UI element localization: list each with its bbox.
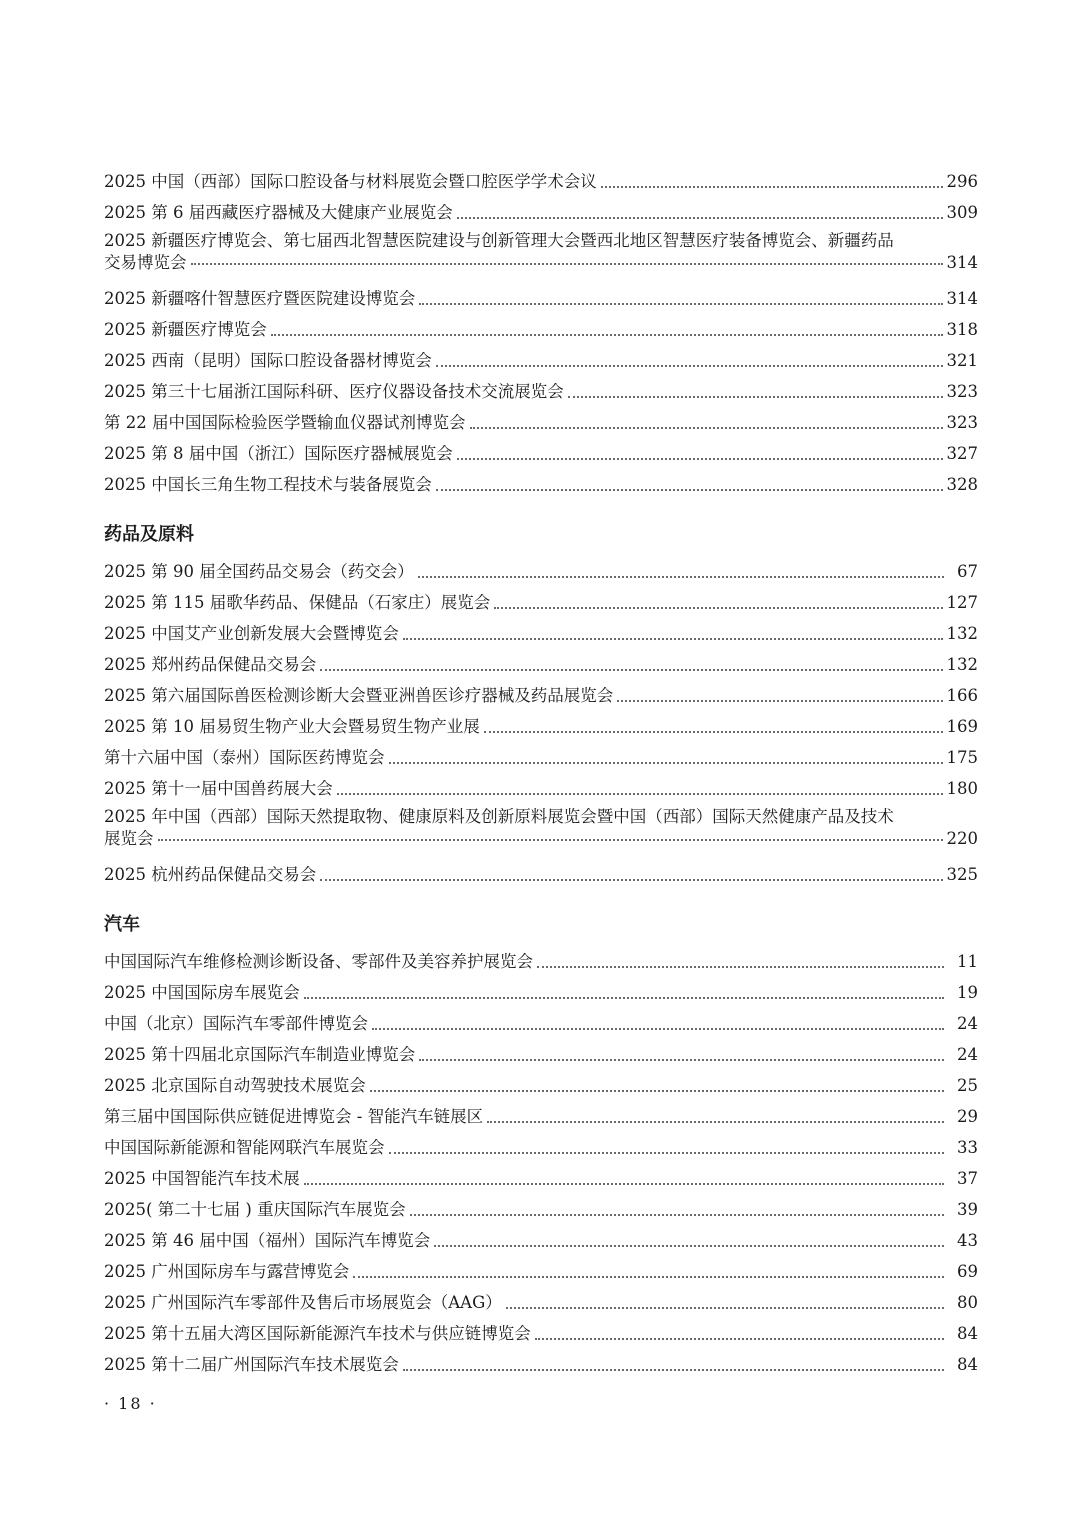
- entry-title: 交易博览会: [104, 253, 187, 272]
- dot-leader: [494, 607, 942, 609]
- entry-page-number: 24: [957, 1045, 978, 1064]
- entry-page-number: 33: [957, 1138, 978, 1157]
- dot-leader: [410, 1214, 944, 1216]
- toc-entry[interactable]: [104, 649, 978, 680]
- dot-leader: [487, 1121, 944, 1123]
- toc-entry[interactable]: [104, 1101, 978, 1132]
- section-heading: 汽车: [104, 914, 140, 935]
- dot-leader: [537, 966, 944, 968]
- toc-entry[interactable]: [104, 228, 978, 274]
- entry-page-number: 325: [946, 865, 978, 884]
- dot-leader: [389, 1152, 945, 1154]
- toc-entry[interactable]: [104, 1132, 978, 1163]
- toc-entry[interactable]: [104, 1349, 978, 1380]
- dot-leader: [158, 839, 943, 841]
- entry-title: 2025 第 46 届中国（福州）国际汽车博览会: [104, 1231, 431, 1250]
- entry-page-number: 69: [957, 1262, 978, 1281]
- entry-title: 2025 郑州药品保健品交易会: [104, 655, 317, 674]
- toc-entry[interactable]: [104, 1039, 978, 1070]
- entry-page-number: 80: [957, 1293, 978, 1312]
- entry-page-number: 127: [946, 593, 978, 612]
- entry-page-number: 29: [957, 1107, 978, 1126]
- dot-leader: [457, 458, 943, 460]
- toc-entry[interactable]: [104, 1318, 978, 1349]
- entry-title: 2025 第十二届广州国际汽车技术展览会: [104, 1355, 399, 1374]
- toc-entry[interactable]: [104, 680, 978, 711]
- entry-title: 2025 中国艾产业创新发展大会暨博览会: [104, 624, 399, 643]
- entry-page-number: 318: [946, 320, 978, 339]
- entry-title-line1: 2025 年中国（西部）国际天然提取物、健康原料及创新原料展览会暨中国（西部）国际天然健康产品及技术: [104, 807, 894, 826]
- entry-page-number: 19: [957, 983, 978, 1002]
- entry-page-number: 132: [946, 655, 978, 674]
- entry-title: 2025 第 6 届西藏医疗器械及大健康产业展览会: [104, 203, 453, 222]
- entry-page-number: 314: [946, 253, 978, 272]
- entry-title: 2025 中国智能汽车技术展: [104, 1169, 300, 1188]
- toc-entry[interactable]: [104, 977, 978, 1008]
- dot-leader: [403, 1369, 944, 1371]
- toc-entry[interactable]: [104, 438, 978, 469]
- dot-leader: [389, 762, 943, 764]
- dot-leader: [320, 879, 942, 881]
- entry-page-number: 309: [946, 203, 978, 222]
- entry-page-number: 84: [957, 1355, 978, 1374]
- toc-entry[interactable]: [104, 407, 978, 438]
- entry-title: 中国（北京）国际汽车零部件博览会: [104, 1014, 368, 1033]
- entry-title: 2025 第十五届大湾区国际新能源汽车技术与供应链博览会: [104, 1324, 531, 1343]
- toc-entry[interactable]: [104, 587, 978, 618]
- toc-entry[interactable]: [104, 197, 978, 228]
- dot-leader: [304, 997, 944, 999]
- dot-leader: [271, 334, 943, 336]
- toc-entry[interactable]: [104, 345, 978, 376]
- dot-leader: [191, 263, 943, 265]
- dot-leader: [506, 1307, 944, 1309]
- entry-title: 2025( 第二十七届 ) 重庆国际汽车展览会: [104, 1200, 406, 1219]
- entry-title: 2025 广州国际汽车零部件及售后市场展览会（AAG）: [104, 1293, 502, 1312]
- entry-title: 2025 新疆喀什智慧医疗暨医院建设博览会: [104, 289, 416, 308]
- entry-page-number: 67: [957, 562, 978, 581]
- entry-title: 2025 第六届国际兽医检测诊断大会暨亚洲兽医诊疗器械及药品展览会: [104, 686, 614, 705]
- section-heading: 药品及原料: [104, 524, 194, 545]
- entry-page-number: 169: [946, 717, 978, 736]
- entry-title: 2025 第十一届中国兽药展大会: [104, 779, 333, 798]
- toc-entry[interactable]: [104, 1287, 978, 1318]
- entry-page-number: 323: [946, 382, 978, 401]
- entry-title: 2025 西南（昆明）国际口腔设备器材博览会: [104, 351, 432, 370]
- entry-page-number: 11: [957, 952, 978, 971]
- entry-page-number: 25: [957, 1076, 978, 1095]
- entry-page-number: 220: [946, 829, 978, 848]
- toc-section: [104, 522, 978, 890]
- entry-page-number: 296: [946, 172, 978, 191]
- entry-title: 2025 中国长三角生物工程技术与装备展览会: [104, 475, 432, 494]
- dot-leader: [617, 700, 942, 702]
- entry-page-number: 314: [946, 289, 978, 308]
- entry-page-number: 323: [946, 413, 978, 432]
- toc-entry[interactable]: [104, 742, 978, 773]
- entry-title: 中国国际新能源和智能网联汽车展览会: [104, 1138, 385, 1157]
- toc-entry[interactable]: [104, 1225, 978, 1256]
- toc-entry[interactable]: [104, 166, 978, 197]
- entry-page-number: 175: [946, 748, 978, 767]
- toc-entry[interactable]: [104, 1194, 978, 1225]
- entry-page-number: 39: [957, 1200, 978, 1219]
- dot-leader: [419, 303, 942, 305]
- dot-leader: [457, 217, 943, 219]
- entry-title: 展览会: [104, 829, 154, 848]
- toc-entry[interactable]: [104, 376, 978, 407]
- entry-title: 第 22 届中国国际检验医学暨输血仪器试剂博览会: [104, 413, 466, 432]
- toc-section: [104, 912, 978, 1380]
- toc-entry[interactable]: [104, 1256, 978, 1287]
- entry-title: 第十六届中国（泰州）国际医药博览会: [104, 748, 385, 767]
- toc-section: [104, 166, 978, 500]
- dot-leader: [353, 1276, 944, 1278]
- entry-title: 2025 新疆医疗博览会: [104, 320, 267, 339]
- page-number: · 18 ·: [104, 1394, 157, 1413]
- dot-leader: [320, 669, 942, 671]
- toc-entry[interactable]: [104, 773, 978, 804]
- dot-leader: [337, 793, 943, 795]
- entry-title: 2025 广州国际房车与露营博览会: [104, 1262, 350, 1281]
- entry-title: 2025 第三十七届浙江国际科研、医疗仪器设备技术交流展览会: [104, 382, 564, 401]
- dot-leader: [304, 1183, 944, 1185]
- entry-title: 中国国际汽车维修检测诊断设备、零部件及美容养护展览会: [104, 952, 533, 971]
- toc-entry[interactable]: [104, 804, 978, 850]
- entry-title: 2025 第十四届北京国际汽车制造业博览会: [104, 1045, 416, 1064]
- dot-leader: [434, 1245, 944, 1247]
- dot-leader: [436, 365, 943, 367]
- entry-page-number: 37: [957, 1169, 978, 1188]
- toc-entry[interactable]: [104, 859, 978, 890]
- dot-leader: [419, 1059, 944, 1061]
- dot-leader: [436, 489, 943, 491]
- dot-leader: [403, 638, 943, 640]
- entry-title: 2025 中国国际房车展览会: [104, 983, 300, 1002]
- entry-title: 2025 第 8 届中国（浙江）国际医疗器械展览会: [104, 444, 453, 463]
- entry-title: 2025 第 90 届全国药品交易会（药交会）: [104, 562, 414, 581]
- entry-title: 2025 第 10 届易贸生物产业大会暨易贸生物产业展: [104, 717, 480, 736]
- table-of-contents: [104, 166, 978, 1380]
- entry-page-number: 328: [946, 475, 978, 494]
- toc-entry[interactable]: [104, 1163, 978, 1194]
- dot-leader: [370, 1090, 944, 1092]
- entry-page-number: 84: [957, 1324, 978, 1343]
- dot-leader: [601, 186, 943, 188]
- dot-leader: [568, 396, 943, 398]
- entry-page-number: 24: [957, 1014, 978, 1033]
- entry-page-number: 321: [946, 351, 978, 370]
- toc-entry[interactable]: [104, 314, 978, 345]
- entry-title: 2025 中国（西部）国际口腔设备与材料展览会暨口腔医学学术会议: [104, 172, 597, 191]
- dot-leader: [418, 576, 944, 578]
- dot-leader: [470, 427, 943, 429]
- entry-title: 2025 第 115 届歌华药品、保健品（石家庄）展览会: [104, 593, 491, 612]
- toc-entry[interactable]: [104, 711, 978, 742]
- entry-title: 2025 北京国际自动驾驶技术展览会: [104, 1076, 366, 1095]
- toc-entry[interactable]: [104, 618, 978, 649]
- toc-entry[interactable]: [104, 1070, 978, 1101]
- toc-entry[interactable]: [104, 556, 978, 587]
- entry-page-number: 132: [946, 624, 978, 643]
- entry-page-number: 327: [946, 444, 978, 463]
- entry-title: 第三届中国国际供应链促进博览会 - 智能汽车链展区: [104, 1107, 484, 1126]
- dot-leader: [372, 1028, 944, 1030]
- dot-leader: [484, 731, 943, 733]
- entry-page-number: 180: [946, 779, 978, 798]
- toc-entry[interactable]: [104, 1008, 978, 1039]
- dot-leader: [535, 1338, 944, 1340]
- entry-page-number: 166: [946, 686, 978, 705]
- entry-title: 2025 杭州药品保健品交易会: [104, 865, 317, 884]
- entry-page-number: 43: [957, 1231, 978, 1250]
- toc-entry[interactable]: [104, 283, 978, 314]
- entry-title-line1: 2025 新疆医疗博览会、第七届西北智慧医院建设与创新管理大会暨西北地区智慧医疗装备博览会、新疆药品: [104, 231, 894, 250]
- toc-entry[interactable]: [104, 469, 978, 500]
- toc-entry[interactable]: [104, 946, 978, 977]
